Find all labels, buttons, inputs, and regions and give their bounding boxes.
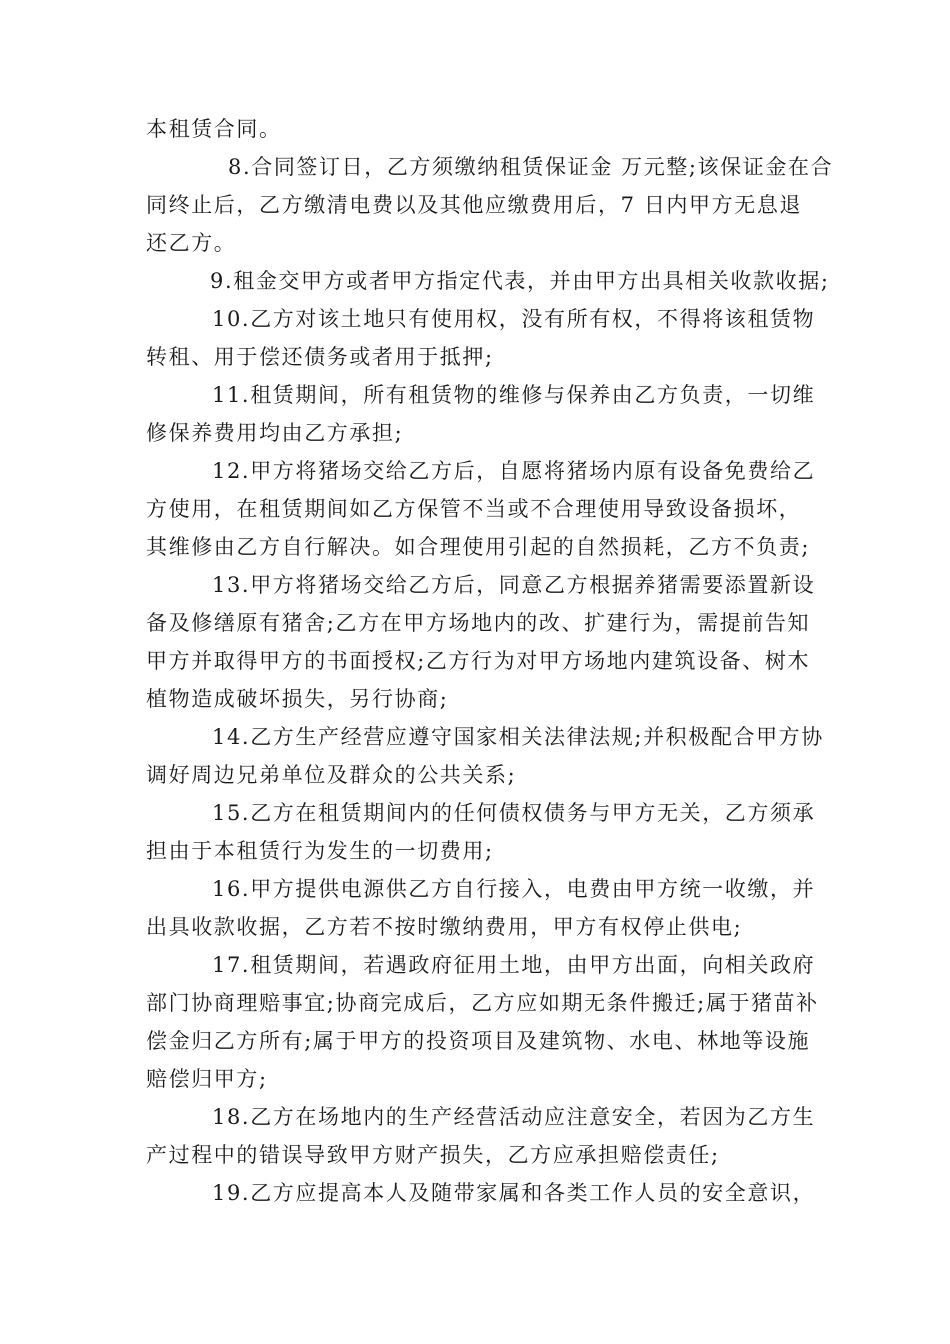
text-line: 植物造成破坏损失，另行协商; [146,687,449,711]
text-line: 甲方并取得甲方的书面授权;乙方行为对甲方场地内建筑设备、树木 [146,649,811,673]
text-line: 出具收款收据，乙方若不按时缴纳费用，甲方有权停止供电; [146,915,743,939]
clause-13-line: 13.甲方将猪场交给乙方后，同意乙方根据养猪需要添置新设 [212,573,816,597]
clause-14-line: 14.乙方生产经营应遵守国家相关法律法规;并积极配合甲方协 [212,725,824,749]
text-line: 本租赁合同。 [146,117,282,141]
text-line: 备及修缮原有猪舍;乙方在甲方场地内的改、扩建行为，需提前告知 [146,611,811,635]
clause-16-line: 16.甲方提供电源供乙方自行接入，电费由甲方统一收缴，并 [212,877,816,901]
text-line: 修保养费用均由乙方承担; [146,421,404,445]
text-line: 同终止后，乙方缴清电费以及其他应缴费用后，7 日内甲方无息退 [146,193,803,217]
clause-15-line: 15.乙方在租赁期间内的任何债权债务与甲方无关，乙方须承 [212,801,816,825]
clause-10-line: 10.乙方对该土地只有使用权，没有所有权，不得将该租赁物 [212,307,816,331]
text-line: 偿金归乙方所有;属于甲方的投资项目及建筑物、水电、林地等设施 [146,1029,811,1053]
text-line: 转租、用于偿还债务或者用于抵押; [146,345,494,369]
clause-17-line: 17.租赁期间，若遇政府征用土地，由甲方出面，向相关政府 [212,953,816,977]
clause-18-line: 18.乙方在场地内的生产经营活动应注意安全，若因为乙方生 [212,1105,816,1129]
clause-8-line: 8.合同签订日，乙方须缴纳租赁保证金 万元整;该保证金在合 [228,155,834,179]
text-line: 担由于本租赁行为发生的一切费用; [146,839,494,863]
clause-11-line: 11.租赁期间，所有租赁物的维修与保养由乙方负责，一切维 [212,383,816,407]
text-line: 产过程中的错误导致甲方财产损失，乙方应承担赔偿责任; [146,1143,720,1167]
clause-12-line: 12.甲方将猪场交给乙方后，自愿将猪场内原有设备免费给乙 [212,459,816,483]
text-line: 其维修由乙方自行解决。如合理使用引起的自然损耗，乙方不负责; [146,535,811,559]
clause-19-line: 19.乙方应提高本人及随带家属和各类工作人员的安全意识， [212,1181,816,1205]
text-line: 还乙方。 [146,231,237,255]
text-line: 方使用，在租赁期间如乙方保管不当或不合理使用导致设备损坏， [146,497,802,521]
text-line: 部门协商理赔事宜;协商完成后，乙方应如期无条件搬迁;属于猪苗补 [146,991,819,1015]
text-line: 赔偿归甲方; [146,1067,268,1091]
text-line: 调好周边兄弟单位及群众的公共关系; [146,763,517,787]
clause-9-line: 9.租金交甲方或者甲方指定代表，并由甲方出具相关收款收据; [210,269,830,293]
